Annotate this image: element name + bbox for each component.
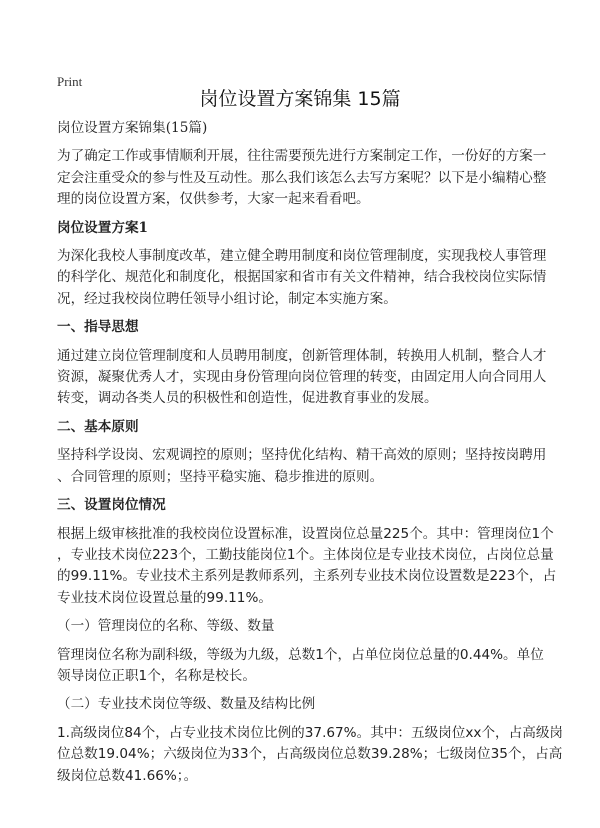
text-line: 专业技术岗位设置总量的99.11%。 xyxy=(57,589,272,606)
section-heading xyxy=(57,317,557,338)
text-line: （一）管理岗位的名称、等级、数量 xyxy=(57,618,275,635)
text-line: 级岗位总数41.66%；。 xyxy=(57,767,198,784)
document-subtitle xyxy=(57,118,557,139)
page-title: 岗位设置方案锦集 15篇 xyxy=(199,88,401,110)
paragraph xyxy=(57,445,557,488)
text-line: 的99.11%。专业技术主系列是教师系列，主系列专业技术岗位设置数是223个，占 xyxy=(57,568,557,585)
text-line: 况，经过我校岗位聘任领导小组讨论，制定本实施方案。 xyxy=(57,290,397,307)
print-label: Print xyxy=(57,74,83,89)
section-heading xyxy=(57,495,557,516)
paragraph xyxy=(57,645,557,688)
paragraph xyxy=(57,616,557,637)
text-line: 转变，调动各类人员的积极性和创造性，促进教育事业的发展。 xyxy=(57,390,438,407)
text-line: 领导岗位正职1个，名称是校长。 xyxy=(57,667,256,684)
text-line: 通过建立岗位管理制度和人员聘用制度，创新管理体制，转换用人机制，整合人才 xyxy=(57,347,547,364)
text-line: 定会注重受众的参与性及互动性。那么我们该怎么去写方案呢？以下是小编精心整 xyxy=(57,169,547,186)
text-line: 的科学化、规范化和制度化，根据国家和省市有关文件精神，结合我校岗位实际情 xyxy=(57,269,547,286)
text-line: 岗位设置方案1 xyxy=(57,219,149,236)
paragraph xyxy=(57,694,557,715)
section-heading xyxy=(57,417,557,438)
paragraph xyxy=(57,146,557,210)
text-line: 为深化我校人事制度改革，建立健全聘用制度和岗位管理制度，实现我校人事管理 xyxy=(57,248,547,265)
text-line: 岗位设置方案锦集(15篇) xyxy=(57,120,208,136)
paragraph xyxy=(57,346,557,410)
text-line: ，专业技术岗位223个，工勤技能岗位1个。主体岗位是专业技术岗位，占岗位总量 xyxy=(57,546,554,563)
text-line: 坚持科学设岗、宏观调控的原则；坚持优化结构、精干高效的原则；坚持按岗聘用 xyxy=(57,447,547,464)
text-line: 二、基本原则 xyxy=(57,418,139,435)
text-line: 根据上级审核批准的我校岗位设置标准，设置岗位总量225个。其中：管理岗位1个 xyxy=(57,525,554,542)
section-heading xyxy=(57,218,557,239)
paragraph xyxy=(57,524,557,610)
text-line: 三、设置岗位情况 xyxy=(57,497,166,514)
text-line: 一、指导思想 xyxy=(57,319,139,336)
text-line: （二）专业技术岗位等级、数量及结构比例 xyxy=(57,696,316,713)
text-line: 、合同管理的原则；坚持平稳实施、稳步推进的原则。 xyxy=(57,468,384,485)
text-line: 1.高级岗位84个，占专业技术岗位比例的37.67%。其中：五级岗位xx个，占高级岗 xyxy=(57,724,563,741)
text-line: 资源，凝聚优秀人才，实现由身份管理向岗位管理的转变，由固定用人向合同用人 xyxy=(57,369,547,386)
text-line: 位总数19.04%；六级岗位为33个，占高级岗位总数39.28%；七级岗位35个，占高 xyxy=(57,746,563,763)
text-line: 为了确定工作或事情顺利开展，往往需要预先进行方案制定工作，一份好的方案一 xyxy=(57,148,547,165)
text-line: 理的岗位设置方案，仅供参考，大家一起来看看吧。 xyxy=(57,191,370,208)
document-body xyxy=(57,118,563,794)
paragraph xyxy=(57,723,563,787)
text-line: 管理岗位名称为副科级，等级为九级，总数1个，占单位岗位总量的0.44%。单位 xyxy=(57,646,544,663)
paragraph xyxy=(57,246,557,310)
